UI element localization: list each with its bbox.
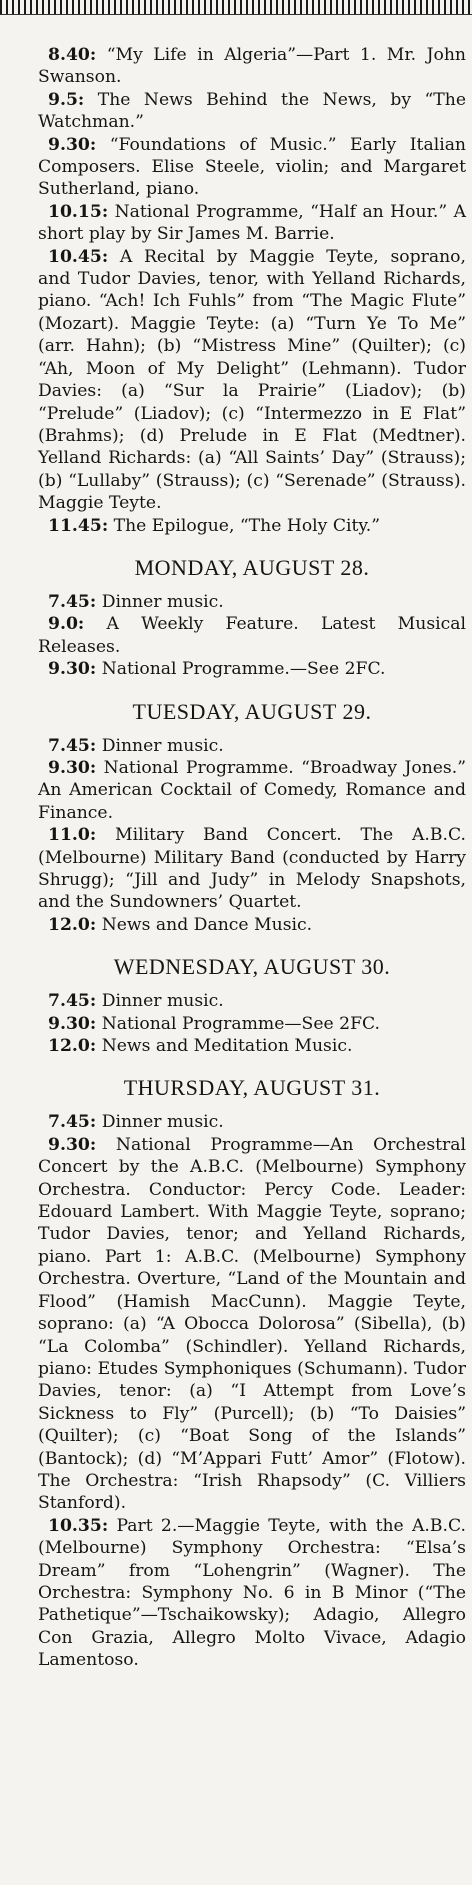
- program-entry: 9.30: National Programme—See 2FC.: [48, 1013, 380, 1034]
- program-entry: 10.15: National Programme, “Half an Hour.” A short play by Sir James M. Barrie.: [38, 201, 466, 245]
- day-section-thursday: [38, 1075, 466, 1671]
- day-section-monday: [38, 555, 466, 681]
- day-section-tuesday: [38, 699, 466, 937]
- program-column: [38, 44, 466, 1672]
- day-heading: TUESDAY, AUGUST 29.: [132, 698, 372, 724]
- program-entry: 11.0: Military Band Concert. The A.B.C. (Melbourne) Military Band (conducted by Harry Shrugg); “Jill and Judy” in Melody Snapshots, and the Sundowners’ Quartet.: [38, 825, 466, 913]
- program-entry: 7.45: Dinner music.: [48, 1112, 224, 1133]
- program-entry: 10.35: Part 2.—Maggie Teyte, with the A.B.C. (Melbourne) Symphony Orchestra: “Elsa’s Dream” from “Lohengrin” (Wagner). The Orchestra: Symphony No. 6 in B Minor (“The Pathetique”—Tschaikowsky); Adagio, Allegro Con Grazia, Allegro Molto Vivace, Adagio Lamentoso.: [38, 1515, 466, 1671]
- program-entry: 10.45: A Recital by Maggie Teyte, soprano, and Tudor Davies, tenor, with Yelland Richards, piano. “Ach! Ich Fuhls” from “The Magic Flute” (Mozart). Maggie Teyte: (a) “Turn Ye To Me” (arr. Hahn); (b) “Mistress Mine” (Quilter); (c) “Ah, Moon of My Delight” (Lehmann). Tudor Davies: (a) “Sur la Prairie” (Liadov); (b) “Prelude” (Liadov); (c) “Intermezzo in E Flat” (Brahms); (d) Prelude in E Flat (Medtner). Yelland Richards: (a) “All Saints’ Day” (Strauss); (b) “Lullaby” (Strauss); (c) “Serenade” (Strauss). Maggie Teyte.: [38, 246, 466, 514]
- day-heading: MONDAY, AUGUST 28.: [134, 554, 370, 580]
- program-entry: 7.45: Dinner music.: [48, 991, 224, 1012]
- program-entry: 12.0: News and Dance Music.: [48, 914, 313, 935]
- program-entry: 9.30: National Programme.—See 2FC.: [48, 659, 386, 680]
- day-heading: WEDNESDAY, AUGUST 30.: [113, 954, 391, 980]
- program-entry: 7.45: Dinner music.: [48, 735, 224, 756]
- program-entry: 9.0: A Weekly Feature. Latest Musical Releases.: [38, 614, 467, 657]
- program-entry: 7.45: Dinner music.: [48, 591, 224, 612]
- program-entry: 9.30: “Foundations of Music.” Early Italian Composers. Elise Steele, violin; and Margaret Sutherland, piano.: [38, 134, 467, 200]
- program-entry: 8.40: “My Life in Algeria”—Part 1. Mr. John Swanson.: [38, 45, 466, 88]
- program-entry: 9.5: The News Behind the News, by “The Watchman.”: [38, 89, 467, 133]
- sunday-tail-section: [38, 44, 466, 537]
- program-entry: 11.45: The Epilogue, “The Holy City.”: [48, 515, 381, 536]
- program-entry: 12.0: News and Meditation Music.: [48, 1036, 353, 1057]
- program-entry: 9.30: National Programme. “Broadway Jones.” An American Cocktail of Comedy, Romance and Finance.: [38, 757, 467, 823]
- program-entry: 9.30: National Programme—An Orchestral Concert by the A.B.C. (Melbourne) Symphony Orchestra. Conductor: Percy Code. Leader: Edouard Lambert. With Maggie Teyte, soprano; Tudor Davies, tenor; and Yelland Richards, piano. Part 1: A.B.C. (Melbourne) Symphony Orchestra. Overture, “Land of the Mountain and Flood” (Hamish MacCunn). Maggie Teyte, soprano: (a) “A Obocca Dolorosa” (Sibella), (b) “La Colomba” (Schindler). Yelland Richards, piano: Etudes Symphoniques (Schumann). Tudor Davies, tenor: (a) “I Attempt from Love’s Sickness to Fly” (Purcell); (b) “To Daisies” (Quilter); (c) “Boat Song of the Islands” (Bantock); (d) “M’Appari Futt’ Amor” (Flotow). The Orchestra: “Irish Rhapsody” (C. Villiers Stanford).: [38, 1134, 467, 1514]
- day-heading: THURSDAY, AUGUST 31.: [123, 1075, 381, 1101]
- day-section-wednesday: [38, 954, 466, 1057]
- top-border-rule: [0, 0, 472, 15]
